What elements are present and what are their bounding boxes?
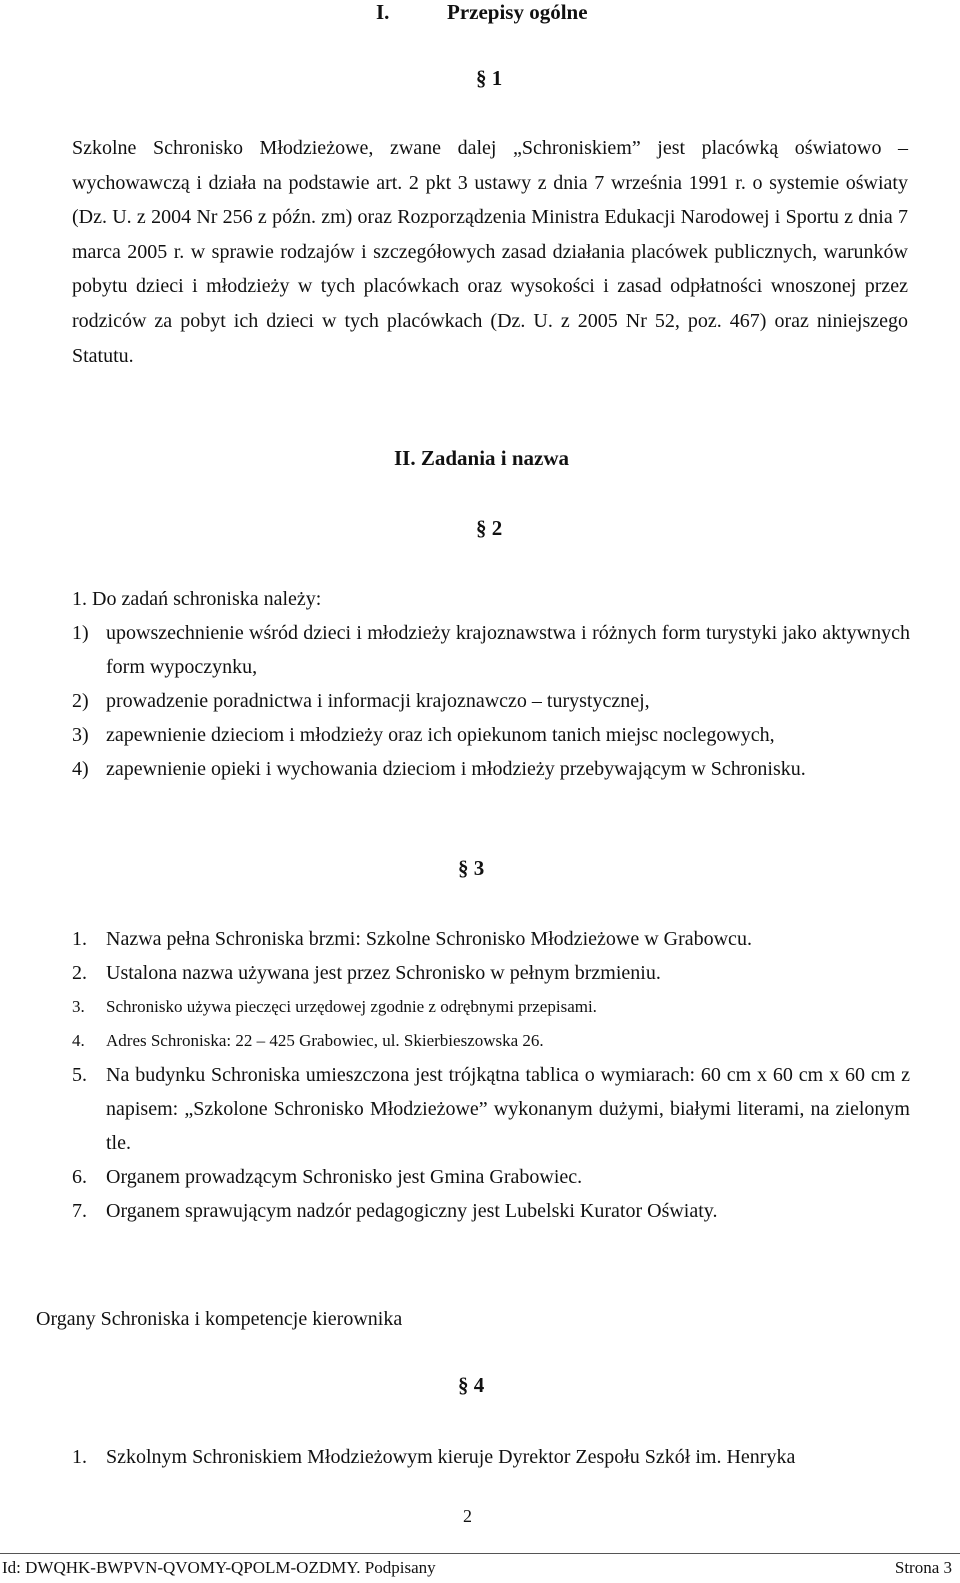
name-list: [72, 922, 910, 1228]
tasks-list: [72, 616, 910, 786]
list-item: [72, 1194, 910, 1228]
list-item: [72, 616, 910, 684]
section-number: I.: [376, 0, 390, 24]
item-text: Nazwa pełna Schroniska brzmi: Szkolne Schronisko Młodzieżowe w Grabowcu.: [106, 928, 752, 950]
list-item: [72, 1440, 910, 1474]
item-number: 7.: [72, 1200, 87, 1222]
item-number: 1.: [72, 1446, 87, 1468]
list-item: [72, 1058, 910, 1160]
item-number: 1.: [72, 928, 87, 950]
item-number: 4): [72, 758, 89, 780]
item-text: zapewnienie opieki i wychowania dzieciom i młodzieży przebywającym w Schronisku.: [106, 758, 806, 780]
item-text: Organem prowadzącym Schronisko jest Gmina Grabowiec.: [106, 1166, 583, 1188]
paragraph-mark-1: § 1: [476, 66, 503, 90]
list-item: [72, 752, 910, 786]
list-item: [72, 956, 910, 990]
footer-id: Id: DWQHK-BWPVN-QVOMY-QPOLM-OZDMY. Podpisany: [2, 1558, 436, 1577]
item-number: 5.: [72, 1064, 87, 1086]
item-text: Ustalona nazwa używana jest przez Schronisko w pełnym brzmieniu.: [106, 962, 661, 984]
section-2-title: II. Zadania i nazwa: [394, 446, 570, 470]
item-text: upowszechnienie wśród dzieci i młodzieży krajoznawstwa i różnych form turystyki jako aktywnych form wypoczynku,: [106, 622, 910, 678]
item-number: 3.: [72, 997, 85, 1016]
item-text: prowadzenie poradnictwa i informacji krajoznawczo – turystycznej,: [106, 690, 650, 712]
paragraph-mark-4: § 4: [458, 1373, 485, 1397]
list-item: [72, 922, 910, 956]
item-number: 1): [72, 622, 89, 644]
list-item: [72, 718, 910, 752]
list-item: [72, 684, 910, 718]
item-text: Organem sprawującym nadzór pedagogiczny jest Lubelski Kurator Oświaty.: [106, 1200, 718, 1222]
paragraph-1-text: Szkolne Schronisko Młodzieżowe, zwane dalej „Schroniskiem” jest placówką oświatowo – wychowawczą i działa na podstawie art. 2 pkt 3 ustawy z dnia 7 września 1991 r. o systemie oświaty (Dz. U. z 2004 Nr 256 z późn. zm) oraz Rozporządzenia Ministra Edukacji Narodowej i Sportu z dnia 7 marca 2005 r. w sprawie rodzajów i szczegółowych zasad działania placówek publicznych, warunków pobytu dzieci i młodzieży w tych placówkach oraz wysokości i zasad odpłatności wnoszonej przez rodziców za pobyt ich dzieci w tych placówkach (Dz. U. z 2005 Nr 52, poz. 467) oraz niniejszego Statutu.: [72, 137, 908, 367]
item-number: 6.: [72, 1166, 87, 1188]
item-number: 4.: [72, 1031, 85, 1050]
paragraph-2-intro: 1. Do zadań schroniska należy:: [72, 588, 322, 610]
footer-page: Strona 3: [894, 1558, 952, 1577]
section-4-title: Organy Schroniska i kompetencje kierownika: [36, 1308, 403, 1330]
list-item: [72, 1160, 910, 1194]
list-item: [72, 1024, 910, 1058]
item-text: Schronisko używa pieczęci urzędowej zgodnie z odrębnymi przepisami.: [106, 997, 597, 1016]
item-text: Szkolnym Schroniskiem Młodzieżowym kieruje Dyrektor Zespołu Szkół im. Henryka: [106, 1446, 796, 1468]
section-title: Przepisy ogólne: [447, 0, 588, 24]
page-number: 2: [463, 1506, 472, 1526]
item-number: 3): [72, 724, 89, 746]
item-text: Na budynku Schroniska umieszczona jest trójkątna tablica o wymiarach: 60 cm x 60 cm x 60 cm z napisem: „Szkolone Schronisko Młodzieżowe” wykonanym dużymi, białymi literami, na zielonym tle.: [106, 1064, 910, 1154]
paragraph-mark-3: § 3: [458, 856, 485, 880]
paragraph-mark-2: § 2: [476, 516, 503, 540]
item-number: 2.: [72, 962, 87, 984]
item-text: Adres Schroniska: 22 – 425 Grabowiec, ul. Skierbieszowska 26.: [106, 1031, 544, 1050]
item-text: zapewnienie dzieciom i młodzieży oraz ich opiekunom tanich miejsc noclegowych,: [106, 724, 775, 746]
organs-list: [72, 1440, 910, 1474]
footer-divider: [0, 1553, 960, 1554]
item-number: 2): [72, 690, 89, 712]
list-item: [72, 990, 910, 1024]
